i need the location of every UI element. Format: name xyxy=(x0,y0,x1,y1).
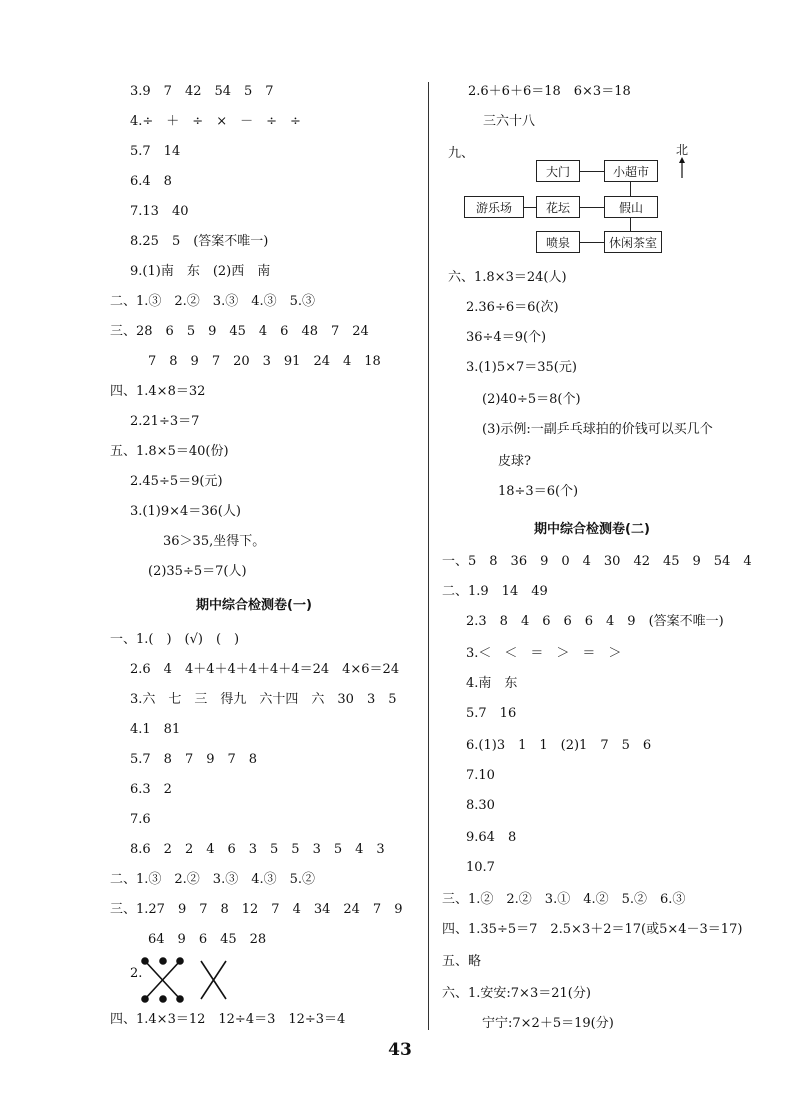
connector xyxy=(630,182,631,196)
answer-line: 2.45÷5＝9(元) xyxy=(130,474,223,489)
map-fountain: 喷泉 xyxy=(536,231,580,253)
answer-line: 4.南 东 xyxy=(466,676,518,691)
answer-line: 9.(1)南 东 (2)西 南 xyxy=(130,264,271,279)
answer-line: 3.＜ ＜ ＝ ＞ ＝ ＞ xyxy=(466,646,622,661)
matching-diagram xyxy=(140,955,240,1007)
answer-line: 2.36÷6＝6(次) xyxy=(466,300,559,315)
answer-line: 2.6 4 4＋4＋4＋4＋4＋4＝24 4×6＝24 xyxy=(130,662,400,677)
answer-line: 四、1.4×3＝12 12÷4＝3 12÷3＝4 xyxy=(110,1012,346,1027)
answer-line: 2. xyxy=(130,966,143,981)
answer-line: 4.÷ ＋ ÷ × － ÷ ÷ xyxy=(130,114,301,129)
answer-line: 6.4 8 xyxy=(130,174,172,189)
page-number: 43 xyxy=(388,1040,412,1060)
match-dot xyxy=(177,958,183,964)
answer-line: 5.7 14 xyxy=(130,144,181,159)
map-rockery: 假山 xyxy=(604,196,658,218)
answer-line: 5.7 8 7 9 7 8 xyxy=(130,752,258,767)
match-dot xyxy=(160,958,166,964)
column-divider xyxy=(428,82,429,1030)
answer-line: 三、28 6 5 9 45 4 6 48 7 24 xyxy=(110,324,369,339)
connector xyxy=(580,207,604,208)
answer-line: 二、1.③ 2.② 3.③ 4.③ 5.③ xyxy=(110,294,316,309)
answer-line: 四、1.35÷5＝7 2.5×3＋2＝17(或5×4－3＝17) xyxy=(442,922,743,937)
map-playground: 游乐场 xyxy=(464,196,524,218)
answer-line: 9.64 8 xyxy=(466,830,517,845)
answer-line: 6.3 2 xyxy=(130,782,172,797)
answer-line: 二、1.③ 2.② 3.③ 4.③ 5.② xyxy=(110,872,316,887)
answer-line: 2.3 8 4 6 6 6 4 9 (答案不唯一) xyxy=(466,614,724,629)
section-title: 期中综合检测卷(一) xyxy=(196,598,312,613)
answer-line: 7.13 40 xyxy=(130,204,189,219)
answer-line: 10.7 xyxy=(466,860,495,875)
north-label: 北 xyxy=(676,143,689,157)
answer-line: 六、1.8×3＝24(人) xyxy=(448,270,567,285)
answer-line: 7.10 xyxy=(466,768,495,783)
answer-line: 六、1.安安:7×3＝21(分) xyxy=(442,986,591,1001)
answer-line: 五、略 xyxy=(442,954,482,969)
answer-line: 九、 xyxy=(448,146,475,161)
map-flowerbed: 花坛 xyxy=(536,196,580,218)
answer-line: 3.9 7 42 54 5 7 xyxy=(130,84,274,99)
answer-line: 一、1.( ) (√) ( ) xyxy=(110,632,240,647)
answer-line: 2.6＋6＋6＝18 6×3＝18 xyxy=(468,84,631,99)
answer-line: 宁宁:7×2＋5＝19(分) xyxy=(482,1016,614,1031)
match-dot xyxy=(160,996,166,1002)
answer-line: (2)40÷5＝8(个) xyxy=(482,392,581,407)
answer-line: 8.25 5 (答案不唯一) xyxy=(130,234,269,249)
answer-line: 64 9 6 45 28 xyxy=(148,932,267,947)
answer-line: 5.7 16 xyxy=(466,706,517,721)
connector xyxy=(630,218,631,231)
map-teahouse: 休闲茶室 xyxy=(604,231,662,253)
answer-line: 三六十八 xyxy=(483,114,536,129)
answer-line: 7.6 xyxy=(130,812,151,827)
answer-line: 8.30 xyxy=(466,798,495,813)
answer-line: 36÷4＝9(个) xyxy=(466,330,547,345)
answer-line: 18÷3＝6(个) xyxy=(498,484,579,499)
answer-line: 五、1.8×5＝40(份) xyxy=(110,444,229,459)
answer-line: 8.6 2 2 4 6 3 5 5 3 5 4 3 xyxy=(130,842,385,857)
answer-line: (3)示例:一副乒乓球拍的价钱可以买几个 xyxy=(482,422,713,437)
answer-line: 3.(1)5×7＝35(元) xyxy=(466,360,577,375)
match-dot xyxy=(142,958,148,964)
answer-line: 7 8 9 7 20 3 91 24 4 18 xyxy=(148,354,381,369)
answer-line: 二、1.9 14 49 xyxy=(442,584,548,599)
map-gate: 大门 xyxy=(536,160,580,182)
answer-line: 三、1.② 2.② 3.① 4.② 5.② 6.③ xyxy=(442,892,686,907)
answer-line: (2)35÷5＝7(人) xyxy=(148,564,247,579)
connector xyxy=(580,242,604,243)
map-supermarket: 小超市 xyxy=(604,160,658,182)
match-dot xyxy=(142,996,148,1002)
answer-line: 3.(1)9×4＝36(人) xyxy=(130,504,241,519)
match-dot xyxy=(177,996,183,1002)
answer-line: 皮球? xyxy=(498,454,531,469)
answer-line: 四、1.4×8＝32 xyxy=(110,384,206,399)
answer-line: 一、5 8 36 9 0 4 30 42 45 9 54 4 xyxy=(442,554,752,569)
answer-line: 6.(1)3 1 1 (2)1 7 5 6 xyxy=(466,738,652,753)
answer-line: 4.1 81 xyxy=(130,722,181,737)
connector xyxy=(524,207,536,208)
answer-line: 2.21÷3＝7 xyxy=(130,414,200,429)
section-title: 期中综合检测卷(二) xyxy=(534,522,650,537)
answer-line: 3.六 七 三 得九 六十四 六 30 3 5 xyxy=(130,692,397,707)
north-arrow-icon xyxy=(677,157,687,179)
connector xyxy=(580,171,604,172)
answer-line: 36＞35,坐得下。 xyxy=(163,534,266,549)
answer-line: 三、1.27 9 7 8 12 7 4 34 24 7 9 xyxy=(110,902,403,917)
